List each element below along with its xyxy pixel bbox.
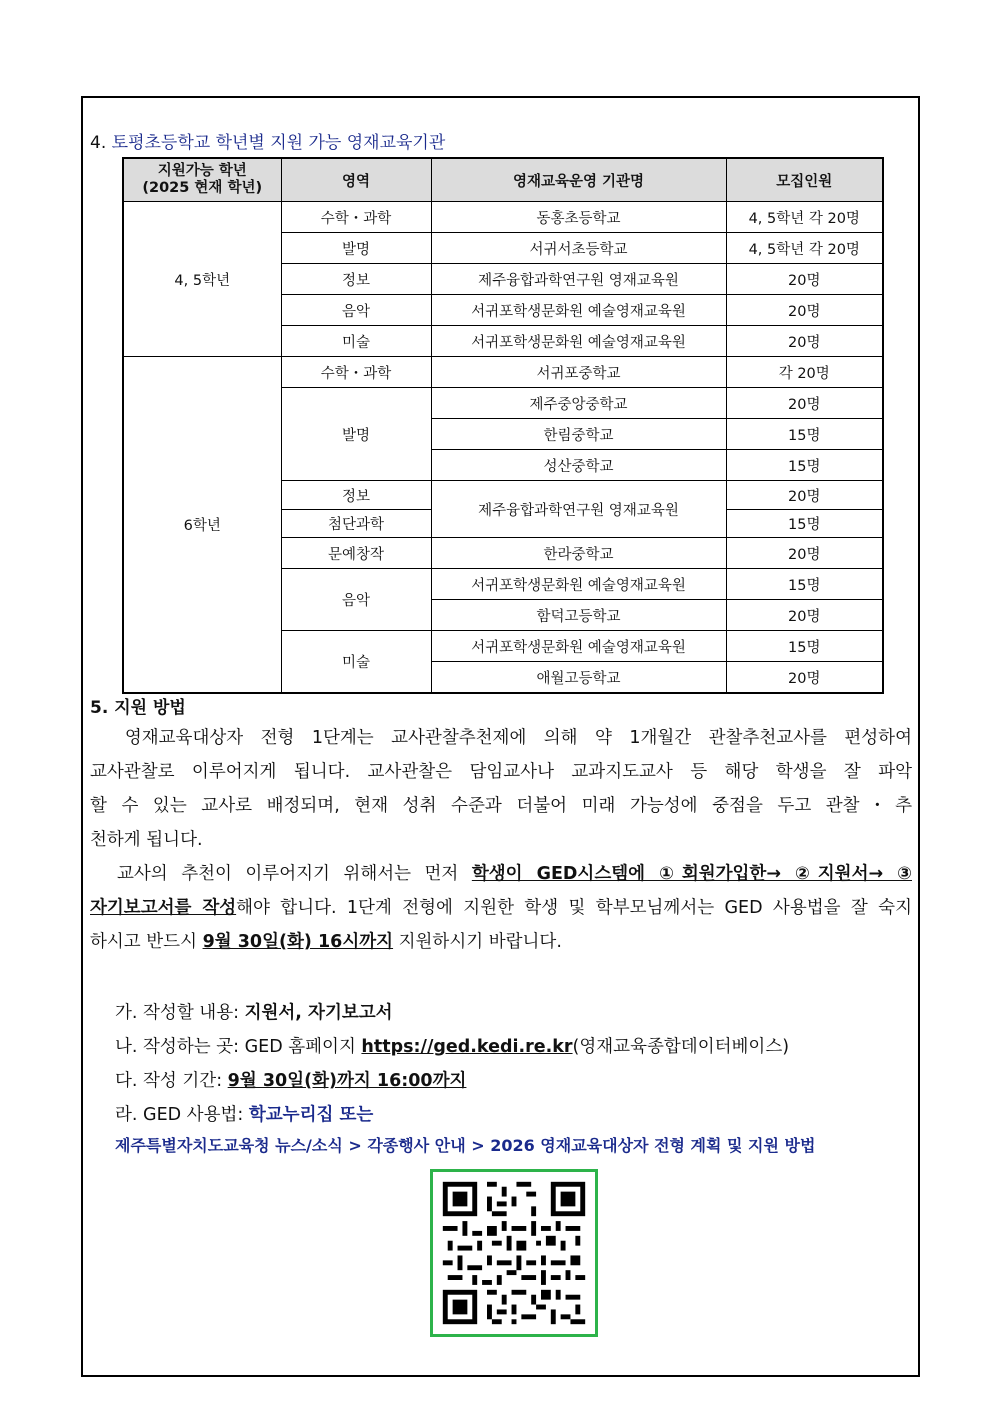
item-a-value: 지원서, 자기보고서 [244, 1003, 393, 1023]
p2-underline-steps: 학생이 GED시스템에 ①회원가입한→ ②지원서→ ③ [471, 864, 912, 884]
grade-cell: 4, 5학년 [123, 202, 281, 357]
section4-number: 4. [90, 133, 107, 153]
count-cell: 20명 [726, 388, 883, 419]
count-cell: 20명 [726, 295, 883, 326]
institution-cell: 동홍초등학교 [431, 202, 726, 233]
institution-table [122, 157, 884, 694]
p2-text-b: 해야 합니다. 1단계 전형에 지원한 학생 및 학부모님께서는 GED 사용법을 잘 숙지 [236, 898, 912, 918]
item-list [115, 996, 789, 1132]
qr-code-graphic [433, 1172, 595, 1334]
p2-text-a: 교사의 추천이 이루어지기 위해서는 먼저 [90, 864, 472, 884]
item-b-label: 나. 작성하는 곳: GED 홈페이지 [115, 1037, 362, 1057]
list-item [115, 996, 789, 1030]
paragraph-2 [90, 857, 912, 959]
count-cell: 20명 [726, 481, 883, 510]
item-b-tail: (영재교육종합데이터베이스) [572, 1037, 790, 1057]
ged-link[interactable]: https://ged.kedi.re.kr [361, 1037, 573, 1057]
field-cell: 발명 [281, 388, 431, 481]
count-cell: 각 20명 [726, 357, 883, 388]
institution-cell: 제주융합과학연구원 영재교육원 [431, 264, 726, 295]
institution-cell: 서귀포학생문화원 예술영재교육원 [431, 326, 726, 357]
field-cell: 문예창작 [281, 538, 431, 569]
institution-cell: 제주중앙중학교 [431, 388, 726, 419]
list-item [115, 1064, 789, 1098]
p2-text-c: 하시고 반드시 [90, 932, 203, 952]
paragraph-1-line: 천하게 됩니다. [90, 830, 203, 850]
count-cell: 15명 [726, 631, 883, 662]
qr-code-icon[interactable] [430, 1169, 598, 1337]
field-cell: 발명 [281, 233, 431, 264]
institution-cell: 한라중학교 [431, 538, 726, 569]
item-c-label: 다. 작성 기간: [115, 1071, 228, 1091]
header-grade [123, 158, 281, 202]
paragraph-1-line: 영재교육대상자 전형 1단계는 교사관찰추천제에 의해 약 1개월간 관찰추천교사를 편성하여 [90, 728, 912, 748]
p2-underline-report: 자기보고서를 작성 [90, 898, 237, 918]
institution-cell: 함덕고등학교 [431, 600, 726, 631]
institution-cell: 성산중학교 [431, 450, 726, 481]
item-d-label: 라. GED 사용법: [115, 1105, 249, 1125]
paragraph-1-line: 교사관찰로 이루어지게 됩니다. 교사관찰은 담임교사나 교과지도교사 등 해당 학생을 잘 파악 [90, 762, 912, 782]
count-cell: 15명 [726, 510, 883, 538]
count-cell: 20명 [726, 662, 883, 694]
count-cell: 15명 [726, 450, 883, 481]
paragraph-2-line-3 [90, 925, 912, 959]
table-row [123, 357, 883, 388]
section5-heading: 5. 지원 방법 [90, 698, 186, 718]
field-cell: 수학・과학 [281, 357, 431, 388]
institution-cell: 서귀서초등학교 [431, 233, 726, 264]
institution-cell: 한림중학교 [431, 419, 726, 450]
list-item [115, 1098, 789, 1132]
header-grade-line2: (2025 현재 학년) [142, 180, 263, 196]
field-cell: 정보 [281, 481, 431, 510]
navigation-path: 제주특별자치도교육청 뉴스/소식 > 각종행사 안내 > 2026 영재교육대상자 전형 계획 및 지원 방법 [115, 1136, 816, 1155]
grade-cell: 6학년 [123, 357, 281, 694]
institution-cell: 서귀포학생문화원 예술영재교육원 [431, 631, 726, 662]
item-d-value: 학교누리집 또는 [248, 1105, 374, 1125]
paragraph-1-line: 할 수 있는 교사로 배정되며, 현재 성취 수준과 더불어 미래 가능성에 중점을 두고 관찰・추 [90, 796, 912, 816]
count-cell: 20명 [726, 326, 883, 357]
count-cell: 4, 5학년 각 20명 [726, 233, 883, 264]
item-c-value: 9월 30일(화)까지 16:00까지 [227, 1071, 467, 1091]
institution-cell: 서귀포중학교 [431, 357, 726, 388]
count-cell: 15명 [726, 569, 883, 600]
header-recruit: 모집인원 [726, 158, 883, 202]
count-cell: 20명 [726, 538, 883, 569]
count-cell: 20명 [726, 264, 883, 295]
p2-underline-deadline: 9월 30일(화) 16시까지 [202, 932, 394, 952]
header-field: 영역 [281, 158, 431, 202]
section4-heading: 토평초등학교 학년별 지원 가능 영재교육기관 [111, 133, 446, 153]
paragraph-2-line-1 [90, 857, 912, 891]
section4-title [90, 128, 445, 153]
institution-cell: 애월고등학교 [431, 662, 726, 694]
paragraph-2-line-2 [90, 891, 912, 925]
field-cell: 음악 [281, 295, 431, 326]
header-institution: 영재교육운영 기관명 [431, 158, 726, 202]
p2-text-d: 지원하시기 바랍니다. [393, 932, 562, 952]
count-cell: 15명 [726, 419, 883, 450]
field-cell: 음악 [281, 569, 431, 631]
field-cell: 수학・과학 [281, 202, 431, 233]
field-cell: 첨단과학 [281, 510, 431, 538]
institution-cell: 서귀포학생문화원 예술영재교육원 [431, 295, 726, 326]
item-a-label: 가. 작성할 내용: [115, 1003, 245, 1023]
list-item [115, 1030, 789, 1064]
field-cell: 정보 [281, 264, 431, 295]
table-row [123, 202, 883, 233]
count-cell: 20명 [726, 600, 883, 631]
header-grade-line1: 지원가능 학년 [157, 163, 247, 179]
field-cell: 미술 [281, 631, 431, 694]
field-cell: 미술 [281, 326, 431, 357]
table-header-row [123, 158, 883, 202]
paragraph-1 [90, 721, 912, 857]
institution-cell: 서귀포학생문화원 예술영재교육원 [431, 569, 726, 600]
institution-cell: 제주융합과학연구원 영재교육원 [431, 481, 726, 538]
count-cell: 4, 5학년 각 20명 [726, 202, 883, 233]
